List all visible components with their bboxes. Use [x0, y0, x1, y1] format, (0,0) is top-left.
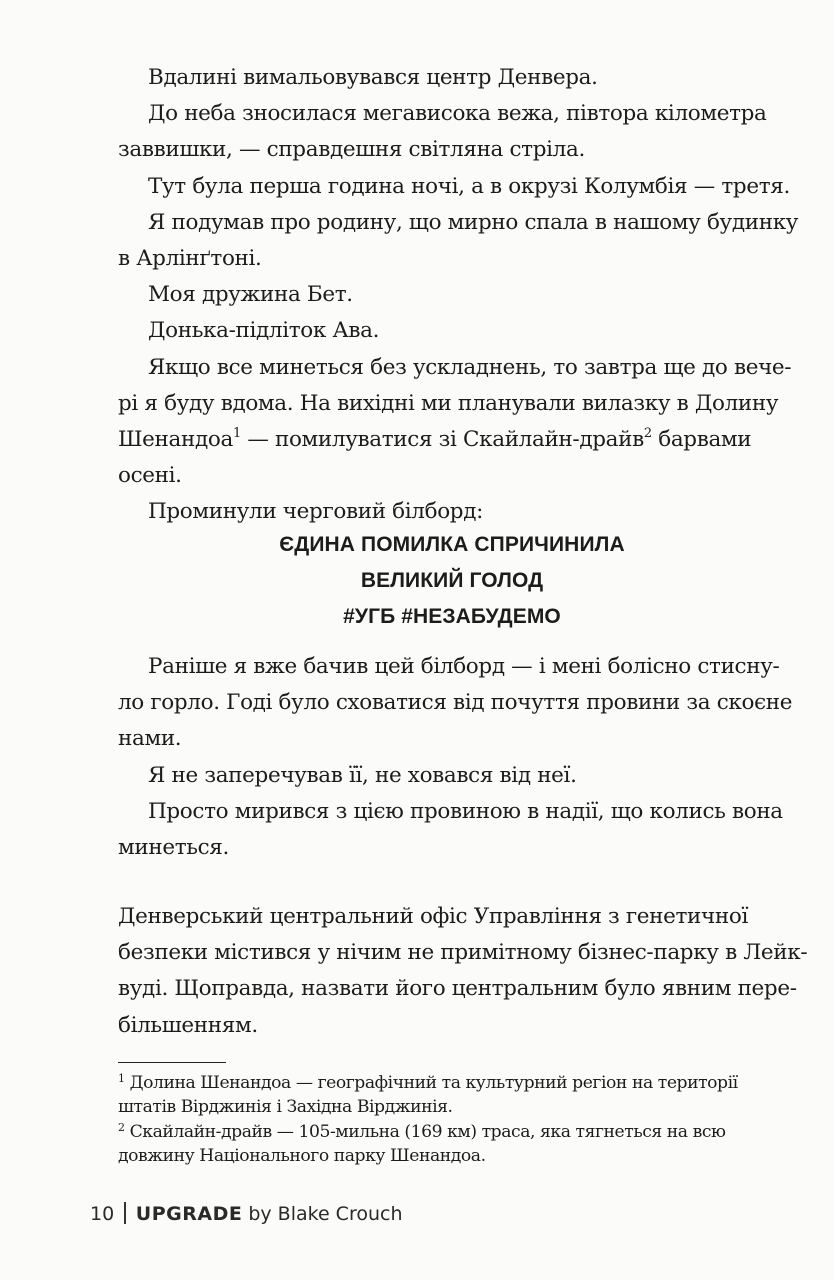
text-line: осені. [118, 463, 182, 489]
text-span: барвами [651, 426, 752, 452]
text-line-with-footnotes [118, 422, 786, 458]
footnote-text: штатів Вірджинія і Західна Вірджинія. [118, 1097, 453, 1118]
footnote-text: довжину Національного парку Шенандоа. [118, 1145, 486, 1166]
text-line: рі я буду вдома. На вихідні ми планували вилазку в Долину [118, 390, 779, 416]
text-line: в Арлінґтоні. [118, 245, 262, 271]
footnote-ref-1: 1 [232, 425, 241, 441]
text-line: До неба зносилася мегависока вежа, півтора кілометра [148, 101, 767, 127]
text-line: нами. [118, 726, 182, 752]
footer-separator [124, 1202, 126, 1224]
text-block-bottom [118, 899, 808, 1044]
text-line: Я не заперечував її, не ховався від неї. [148, 762, 577, 788]
text-line: Я подумав про родину, що мирно спала в нашому будинку [148, 209, 799, 235]
billboard-text [118, 527, 786, 636]
footnote-2 [118, 1120, 794, 1144]
text-line: Моя дружина Бет. [148, 282, 353, 308]
book-author: by Blake Crouch [248, 1203, 403, 1225]
text-line: вуді. Щоправда, назвати його центральним було явним пере- [118, 976, 797, 1002]
text-line: Тут була перша година ночі, а в окрузі Колумбія — третя. [148, 173, 790, 199]
billboard-line: ЄДИНА ПОМИЛКА СПРИЧИНИЛА [279, 533, 625, 556]
page-footer [90, 1202, 403, 1226]
text-line: Якщо все минеться без ускладнень, то завтра ще до вече- [148, 354, 792, 380]
text-line: Раніше я вже бачив цей білборд — і мені болісно стисну- [148, 654, 780, 679]
billboard-line: ВЕЛИКИЙ ГОЛОД [360, 569, 544, 593]
text-block-top [118, 60, 799, 530]
text-line: Просто мирився з цією провиною в надії, що колись вона [148, 798, 783, 824]
footnote-ref-2: 2 [643, 425, 652, 441]
text-line: Проминули черговий білборд: [148, 499, 483, 525]
text-span: — помилуватися зі Скайлайн-драйв [240, 426, 644, 452]
text-line: Денверський центральний офіс Управління з генетичної [118, 904, 749, 929]
text-line: заввишки, — справдешня світляна стріла. [118, 137, 585, 163]
text-span: Шенандоа [118, 426, 233, 452]
billboard-line: #УГБ #НЕЗАБУДЕМО [343, 605, 561, 629]
text-line: більшенням. [118, 1012, 258, 1038]
footnote-divider [118, 1062, 226, 1063]
page-number: 10 [90, 1203, 115, 1225]
book-title: UPGRADE [135, 1203, 243, 1225]
footnote-text: Долина Шенандоа — географічний та культурний регіон на території [124, 1073, 738, 1093]
footnote-mark: 1 [118, 1072, 125, 1085]
footnote-1 [118, 1071, 794, 1095]
footnote-text: Скайлайн-драйв — 105-мильна (169 км) траса, яка тягнеться на всю [124, 1121, 726, 1142]
text-line: Вдалині вимальовувався центр Денвера. [148, 65, 598, 90]
text-block-middle [118, 649, 793, 866]
text-line: Донька-підліток Ава. [148, 318, 380, 344]
text-line: безпеки містився у нічим не примітному бізнес-парку в Лейк- [118, 940, 808, 966]
footnote-mark: 2 [118, 1120, 125, 1134]
text-line: ло горло. Годі було сховатися від почуття провини за скоєне [118, 690, 793, 716]
text-line: минеться. [118, 834, 229, 860]
footnotes [118, 1071, 794, 1168]
